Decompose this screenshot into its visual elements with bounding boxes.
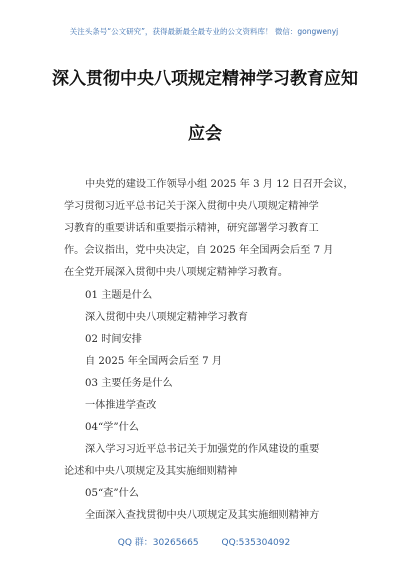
body-line: 作。会议指出，党中央决定，自 2025 年全国两会后至 7 月	[64, 245, 334, 256]
document-title-line-2: 应会	[188, 124, 222, 144]
section-heading: 04“学”什么	[85, 422, 139, 433]
header-banner: 关注头条号“公文研究”，获得最新最全最专业的公文资料库！ 微信：gongwenyj	[69, 27, 339, 36]
body-line: 深入贯彻中央八项规定精神学习教育	[85, 312, 248, 323]
body-line: 论述和中央八项规定及其实施细则精神	[64, 466, 238, 477]
body-line: 全面深入查找贯彻中央八项规定及其实施细则精神方	[85, 510, 320, 521]
body-line: 中央党的建设工作领导小组 2025 年 3 月 12 日召开会议，	[85, 179, 354, 190]
body-line: 深入学习习近平总书记关于加强党的作风建设的重要	[85, 444, 320, 455]
document-title-line-1: 深入贯彻中央八项规定精神学习教育应知	[52, 69, 358, 89]
section-heading: 05“查”什么	[85, 488, 139, 499]
footer-qq-number: QQ:535304092	[221, 538, 291, 548]
section-heading: 01 主题是什么	[85, 290, 153, 301]
body-line: 自 2025 年全国两会后至 7 月	[85, 356, 223, 367]
footer-contact	[0, 535, 408, 548]
section-heading: 03 主要任务是什么	[85, 378, 173, 389]
body-line: 一体推进学查改	[85, 400, 157, 411]
body-line: 在全党开展深入贯彻中央八项规定精神学习教育。	[64, 267, 289, 278]
section-heading: 02 时间安排	[85, 334, 142, 345]
footer-qq-group: QQ 群：30265665	[117, 538, 199, 548]
body-line: 学习贯彻习近平总书记关于深入贯彻中央八项规定精神学	[64, 201, 319, 212]
body-line: 习教育的重要讲话和重要指示精神，研究部署学习教育工	[64, 223, 319, 234]
